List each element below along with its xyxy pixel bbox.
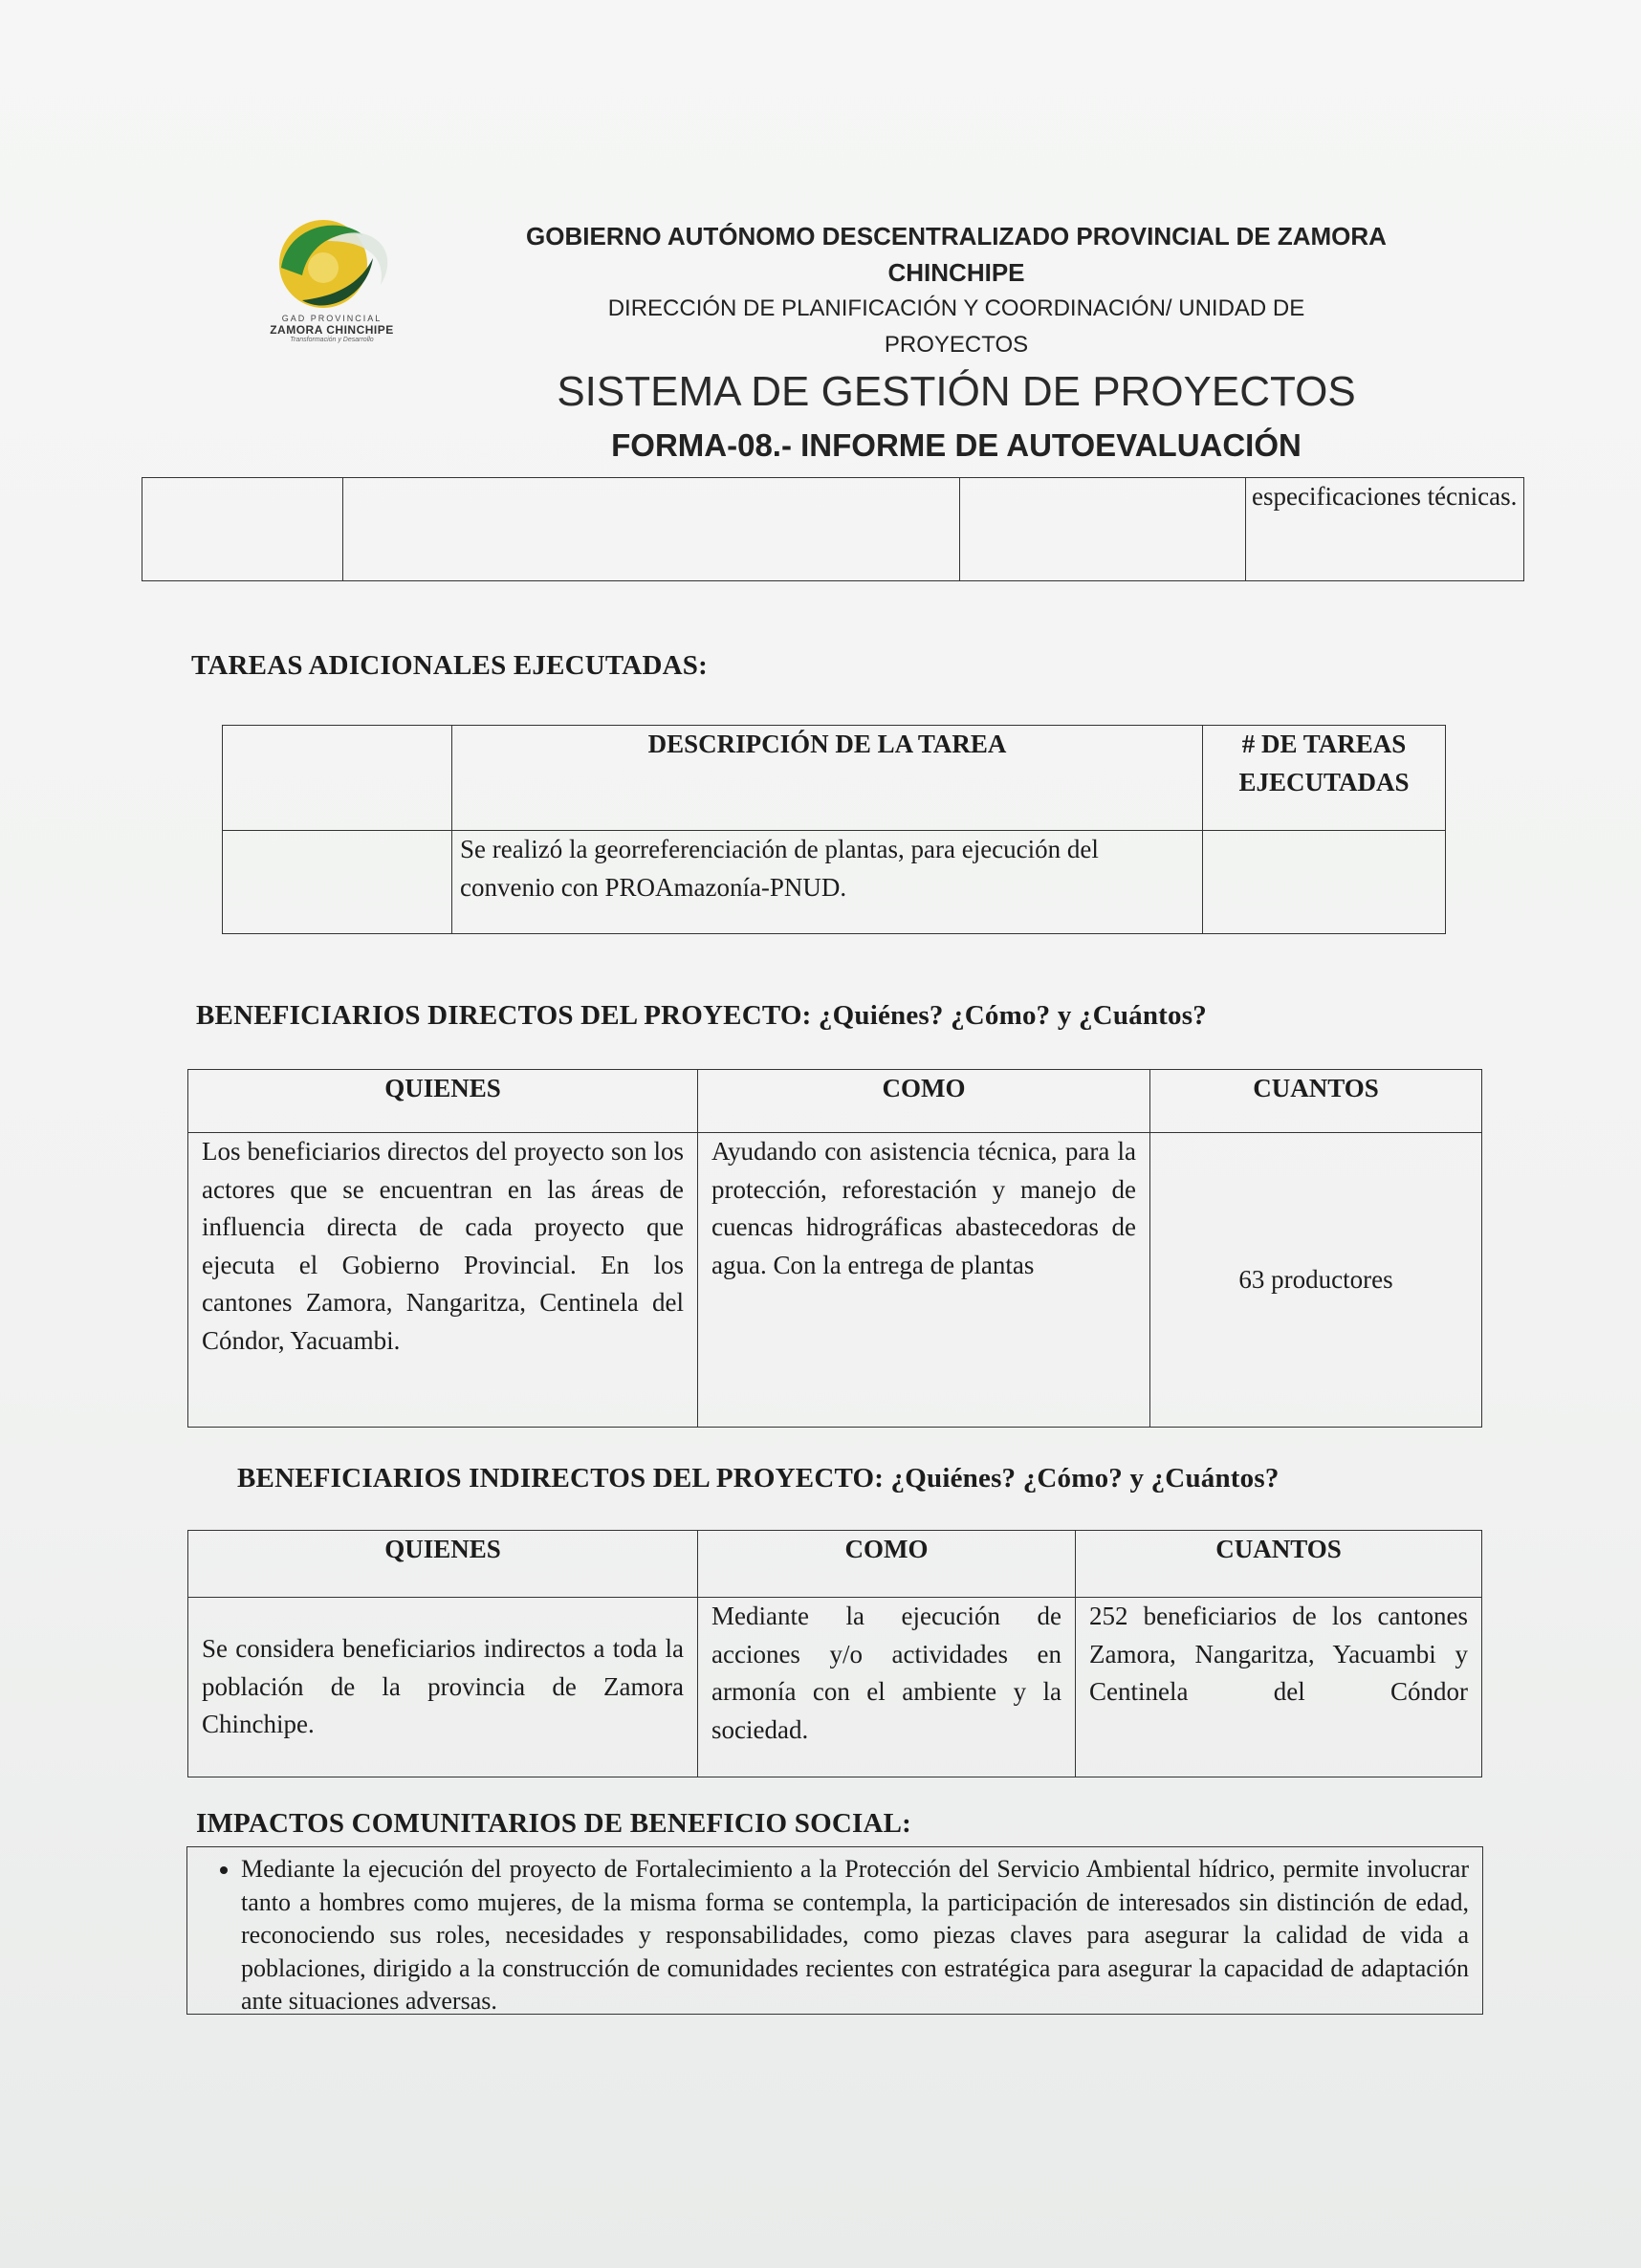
table-cell xyxy=(142,478,343,581)
table-cell xyxy=(1203,831,1446,934)
column-header-como: COMO xyxy=(698,1531,1076,1598)
table-row xyxy=(188,1133,1482,1428)
logo-center-shape xyxy=(308,252,339,283)
dept-line-1: DIRECCIÓN DE PLANIFICACIÓN Y COORDINACIÓN/ UNIDAD DE xyxy=(607,295,1305,321)
impactos-list xyxy=(201,1853,1469,2018)
table-row xyxy=(223,831,1446,934)
table-row xyxy=(142,478,1524,581)
indirectos-como: Mediante la ejecución de acciones y/o actividades en armonía con el ambiente y la sociedad. xyxy=(698,1598,1076,1777)
directos-table xyxy=(187,1069,1482,1428)
table-row xyxy=(188,1598,1482,1777)
indirectos-quienes: Se considera beneficiarios indirectos a toda la población de la provincia de Zamora Chinchipe. xyxy=(188,1598,698,1777)
table-header-row xyxy=(188,1531,1482,1598)
form-title: FORMA-08.- INFORME DE AUTOEVALUACIÓN xyxy=(611,427,1302,463)
column-header-como: COMO xyxy=(698,1070,1150,1133)
tareas-section-title: TAREAS ADICIONALES EJECUTADAS: xyxy=(191,650,708,681)
directos-cuantos: 63 productores xyxy=(1150,1133,1482,1428)
table-cell xyxy=(960,478,1246,581)
impactos-section-title: IMPACTOS COMUNITARIOS DE BENEFICIO SOCIAL: xyxy=(196,1808,911,1839)
table-cell xyxy=(223,726,452,831)
tarea-descripcion: Se realizó la georreferenciación de plantas, para ejecución del convenio con PROAmazonía-PNUD. xyxy=(452,831,1203,934)
column-header-cuantos: CUANTOS xyxy=(1076,1531,1482,1598)
org-line-2: CHINCHIPE xyxy=(887,258,1025,287)
directos-como: Ayudando con asistencia técnica, para la protección, reforestación y manejo de cuencas hidrográficas abastecedoras de agua. Con la entrega de plantas xyxy=(698,1133,1150,1428)
table-header-row xyxy=(188,1070,1482,1133)
table-header-row xyxy=(223,726,1446,831)
column-header-descripcion: DESCRIPCIÓN DE LA TAREA xyxy=(452,726,1203,831)
indirectos-table xyxy=(187,1530,1482,1777)
dept-line-2: PROYECTOS xyxy=(884,332,1029,358)
system-title: SISTEMA DE GESTIÓN DE PROYECTOS xyxy=(557,368,1356,415)
table-cell: especificaciones técnicas. xyxy=(1246,478,1524,581)
logo-line-3: Transformación y Desarrollo xyxy=(290,337,374,343)
logo-text xyxy=(251,314,413,343)
table-cell xyxy=(343,478,960,581)
list-item: • Mediante la ejecución del proyecto de Fortalecimiento a la Protección del Servicio Ambiental hídrico, permite involucrar tanto a hombres como mujeres, de la misma forma se contempla, la participación de interesados sin distinción de edad, reconociendo sus roles, necesidades y responsabilidades, como piezas claves para asegurar la calidad de vida a poblaciones, dirigido a la construcción de comunidades recientes con estratégica para asegurar la capacidad de adaptación ante situaciones adversas. xyxy=(241,1853,1469,2018)
org-line-1: GOBIERNO AUTÓNOMO DESCENTRALIZADO PROVINCIAL DE ZAMORA xyxy=(526,222,1387,251)
logo-line-1: GAD PROVINCIAL xyxy=(281,314,383,323)
logo-line-2: ZAMORA CHINCHIPE xyxy=(270,323,394,337)
indirectos-section-title: BENEFICIARIOS INDIRECTOS DEL PROYECTO: ¿Quiénes? ¿Cómo? y ¿Cuántos? xyxy=(237,1463,1280,1494)
column-header-quienes: QUIENES xyxy=(188,1070,698,1133)
impactos-box xyxy=(186,1846,1483,2015)
organization-title xyxy=(478,218,1434,291)
department-title xyxy=(478,291,1434,363)
column-header-quienes: QUIENES xyxy=(188,1531,698,1598)
column-header-num-tareas: # DE TAREAS EJECUTADAS xyxy=(1203,726,1446,831)
tareas-table xyxy=(222,725,1446,934)
directos-quienes: Los beneficiarios directos del proyecto son los actores que se encuentran en las áreas de influencia directa de cada proyecto que ejecuta el Gobierno Provincial. En los cantones Zamora, Nangaritza, Centinela del Cóndor, Yacuambi. xyxy=(188,1133,698,1428)
column-header-cuantos: CUANTOS xyxy=(1150,1070,1482,1133)
directos-section-title: BENEFICIARIOS DIRECTOS DEL PROYECTO: ¿Quiénes? ¿Cómo? y ¿Cuántos? xyxy=(196,1000,1207,1031)
table-cell xyxy=(223,831,452,934)
indirectos-cuantos: 252 beneficiarios de los cantones Zamora, Nangaritza, Yacuambi y Centinela del Cóndor xyxy=(1076,1598,1482,1777)
top-continuation-table xyxy=(142,477,1524,581)
